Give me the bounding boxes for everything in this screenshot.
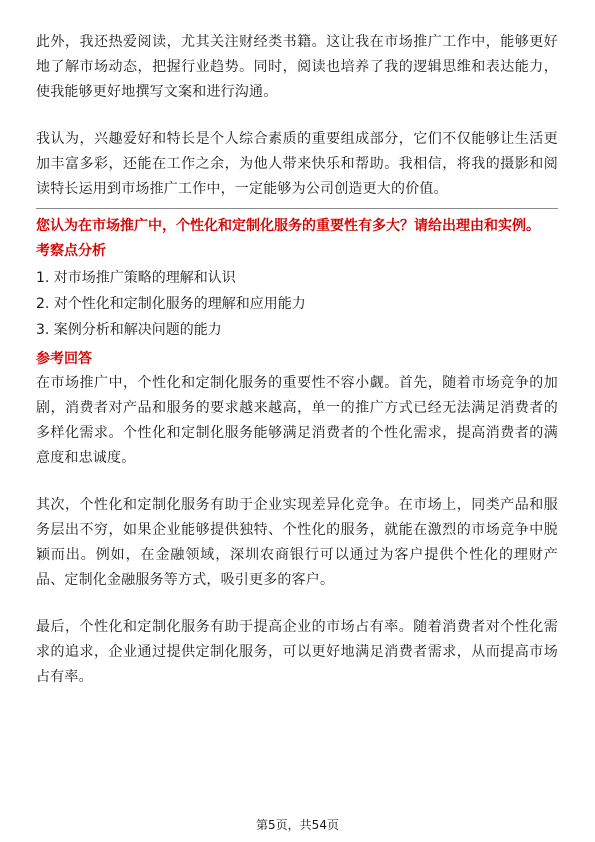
page-number-footer: 第5页，共54页	[256, 818, 339, 832]
intro-paragraph-2: 我认为，兴趣爱好和特长是个人综合素质的重要组成部分，它们不仅能够让生活更加丰富多彩，还能在工作之余，为他人带来快乐和帮助。我相信，将我的摄影和阅读特长运用到市场推广工作中，一定能够为公司创造更大的价值。	[36, 131, 558, 197]
answer-paragraph-2: 其次，个性化和定制化服务有助于企业实现差异化竞争。在市场上，同类产品和服务层出不穷，如果企业能够提供独特、个性化的服务，就能在激烈的市场竞争中脱颖而出。例如，在金融领域，深圳农商银行可以通过为客户提供个性化的理财产品、定制化金融服务等方式，吸引更多的客户。	[36, 497, 558, 588]
document-page	[36, 30, 558, 690]
section-divider	[36, 208, 558, 209]
interview-question: 您认为在市场推广中，个性化和定制化服务的重要性有多大？请给出理由和实例。	[36, 218, 540, 234]
intro-paragraph-1: 此外，我还热爱阅读，尤其关注财经类书籍。这让我在市场推广工作中，能够更好地了解市场动态，把握行业趋势。同时，阅读也培养了我的逻辑思维和表达能力，使我能够更好地撰写文案和进行沟通。	[36, 34, 558, 100]
analysis-point-list	[36, 265, 558, 343]
answer-paragraph-1: 在市场推广中，个性化和定制化服务的重要性不容小觑。首先，随着市场竞争的加剧，消费者对产品和服务的要求越来越高，单一的推广方式已经无法满足消费者的多样化需求。个性化和定制化服务能够满足消费者的个性化需求，提高消费者的满意度和忠诚度。	[36, 375, 558, 466]
answer-heading: 参考回答	[36, 351, 92, 367]
answer-paragraph-3: 最后，个性化和定制化服务有助于提高企业的市场占有率。随着消费者对个性化需求的追求，企业通过提供定制化服务，可以更好地满足消费者需求，从而提高市场占有率。	[36, 619, 558, 685]
analysis-point: 1. 对市场推广策略的理解和认识	[36, 270, 236, 286]
analysis-point: 3. 案例分析和解决问题的能力	[36, 322, 222, 338]
analysis-heading: 考察点分析	[36, 243, 106, 259]
analysis-point: 2. 对个性化和定制化服务的理解和应用能力	[36, 296, 306, 312]
